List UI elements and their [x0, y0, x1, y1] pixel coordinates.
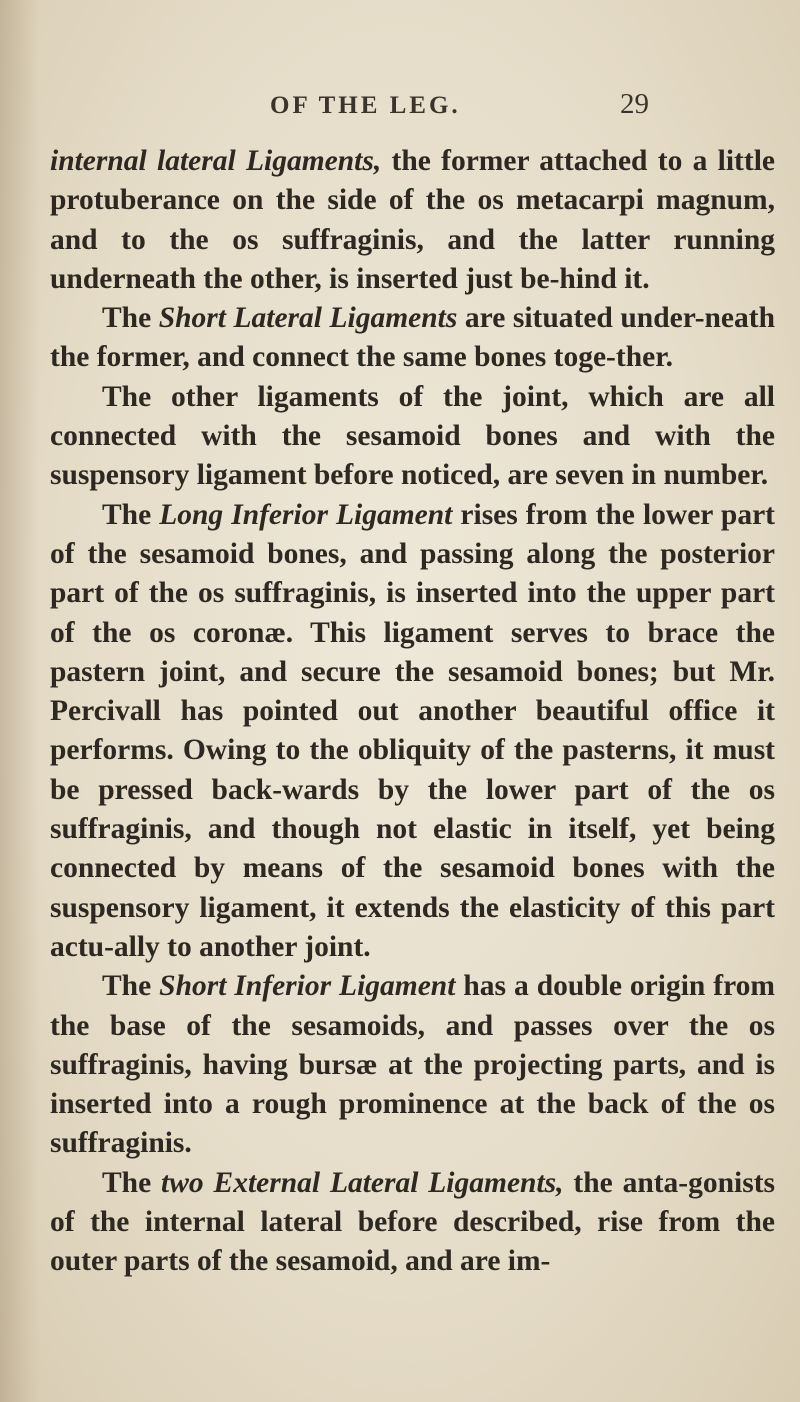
text-segment: The: [102, 970, 160, 1003]
text-segment: The: [102, 498, 160, 531]
text-segment: the former attached to a little protuberance on the side of the os metacarpi magnum, and to the os suffraginis, and the latter running underneath the other, is inserted just be-hind it.: [50, 145, 775, 295]
italic-term: two External Lateral Ligaments,: [161, 1166, 564, 1199]
text-segment: rises from the lower part of the sesamoid bones, and passing along the posterior part of the os suffraginis, is inserted into the upper part of the os coronæ. This ligament serves to brace the pastern joint, and secure the sesamoid bones; but Mr. Percivall has pointed out another beautiful office it performs. Owing to the obliquity of the pasterns, it must be pressed back-wards by the lower part of the os suffraginis, and though not elastic in itself, yet being connected by means of the sesamoid bones with the suspensory ligament, it extends the elasticity of this part actu-ally to another joint.: [50, 498, 775, 963]
text-segment: The other ligaments of the joint, which are all connected with the sesamoid bones and with the suspensory ligament before noticed, are seven in number.: [50, 380, 775, 492]
italic-term: internal lateral Ligaments,: [50, 145, 382, 177]
italic-term: Long Inferior Ligament: [159, 498, 453, 531]
paragraph: [50, 967, 775, 1163]
text-segment: has a double origin from the base of the sesamoids, and passes over the os suffraginis, having bursæ at the projecting parts, and is inserted into a rough prominence at the back of the os suffraginis.: [50, 970, 775, 1160]
paragraph: [50, 496, 775, 968]
text-segment: are situated under-neath the former, and connect the same bones toge-ther.: [50, 302, 775, 374]
text-segment: The: [102, 302, 159, 335]
binding-shadow: [0, 0, 40, 1402]
text-segment: the anta-gonists of the internal lateral before described, rise from the outer parts of the sesamoid, and are im-: [50, 1166, 776, 1278]
paragraph: [50, 299, 775, 378]
body-text: [50, 142, 775, 1282]
italic-term: Short Inferior Ligament: [159, 970, 456, 1003]
paragraph: [50, 142, 775, 299]
italic-term: Short Lateral Ligaments: [158, 302, 458, 335]
paragraph: [50, 1164, 775, 1282]
page-number: 29: [620, 88, 649, 120]
running-head: [0, 88, 800, 128]
text-segment: The: [102, 1166, 162, 1199]
paragraph: [50, 378, 775, 496]
running-title: OF THE LEG.: [270, 92, 461, 119]
